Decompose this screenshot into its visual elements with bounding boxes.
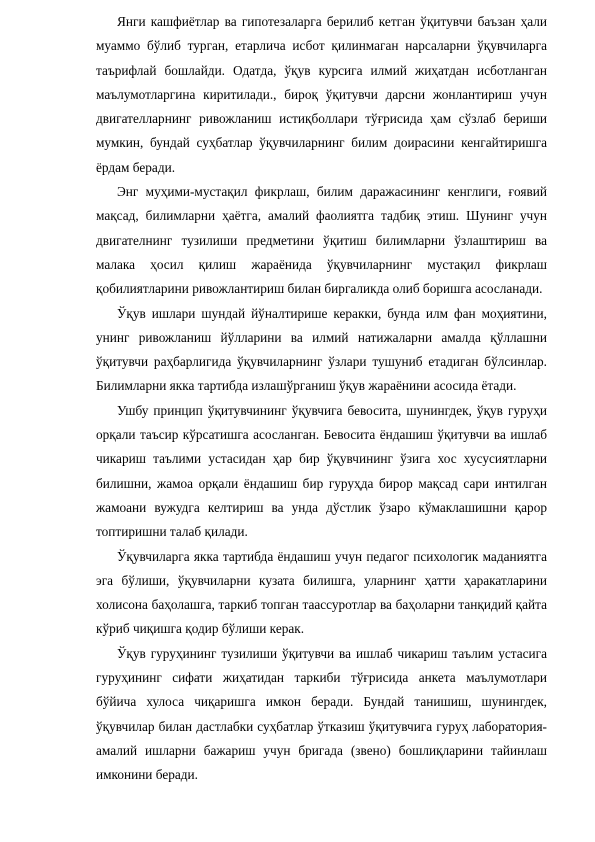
- paragraph-3: Ўқув ишлари шундай йўналтирише керакки, бунда илм фан моҳиятини, унинг ривожланиш йўлларини ва илмий натижаларни амалда қўллашни ўқитувчи раҳбарлигида ўқувчиларнинг ўзлари тушуниб етадиган бўлсинлар. Билимларни якка тартибда излашўрганиш ўқув жараёнини асосида ётади.: [96, 305, 547, 394]
- paragraph-4: Ушбу принцип ўқитувчининг ўқувчига бевосита, шунингдек, ўқув гуруҳи орқали таъсир кўрсатишга асосланган. Бевосита ёндашиш ўқитувчи ва ишлаб чикариш таълими устасидан ҳар бир ўқувчининг ўзига хос хусусиятларни билишни, жамоа орқали ёндашиш бир гуруҳда бирор мақсад сари интилган жамоани вужудга келтириш ва унда дўстлик ўзаро кўмаклашишни қарор топтиришни талаб қилади.: [96, 402, 547, 540]
- paragraph-2: Энг муҳими-мустақил фикрлаш, билим даражасининг кенглиги, ғоявий мақсад, билимларни ҳаётга, амалий фаолиятга тадбиқ этиш. Шунинг учун двигателнинг тузилиши предметини ўқитиш билимларни ўзлаштириш ва малака ҳосил қилиш жараёнида ўқувчиларнинг мустақил фикрлаш қобилиятларини ривожлантириш билан биргаликда олиб боришга асосланади.: [96, 184, 547, 297]
- paragraph-5: Ўқувчиларга якка тартибда ёндашиш учун педагог психологик маданиятга эга бўлиши, ўқувчиларни кузата билишга, уларнинг ҳатти ҳаракатларини холисона баҳолашга, таркиб топган таассуротлар ва баҳоларни танқидий қайта кўриб чиқишга қодир бўлиши керак.: [96, 548, 547, 637]
- paragraph-6: Ўқув гуруҳининг тузилиши ўқитувчи ва ишлаб чикариш таълим устасига гуруҳининг сифати жиҳатидан таркиби тўғрисида анкета маълумотлари бўйича хулоса чиқаришга имкон беради. Бундай танишиш, шунингдек, ўқувчилар билан дастлабки суҳбатлар ўтказиш ўқитувчига гуруҳ лаборатория-амалий ишларни бажариш учун бригада (звено) бошлиқларини тайинлаш имконини беради.: [96, 645, 547, 783]
- document-page: [96, 10, 547, 788]
- paragraph-1: Янги кашфиётлар ва гипотезаларга берилиб кетган ўқитувчи баъзан ҳали муаммо бўлиб турган, етарлича исбот қилинмаган нарсаларни ўқувчиларга таърифлай бошлайди. Одатда, ўқув курсига илмий жиҳатдан исботланган маълумотларгина киритилади., бироқ ўқитувчи дарсни жонлантириш учун двигателларнинг ривожланиш истиқболлари тўғрисида ҳам сўзлаб бериши мумкин, бундай суҳбатлар ўқувчиларнинг билим доирасини кенгайтиришга ёрдам беради.: [96, 14, 547, 175]
